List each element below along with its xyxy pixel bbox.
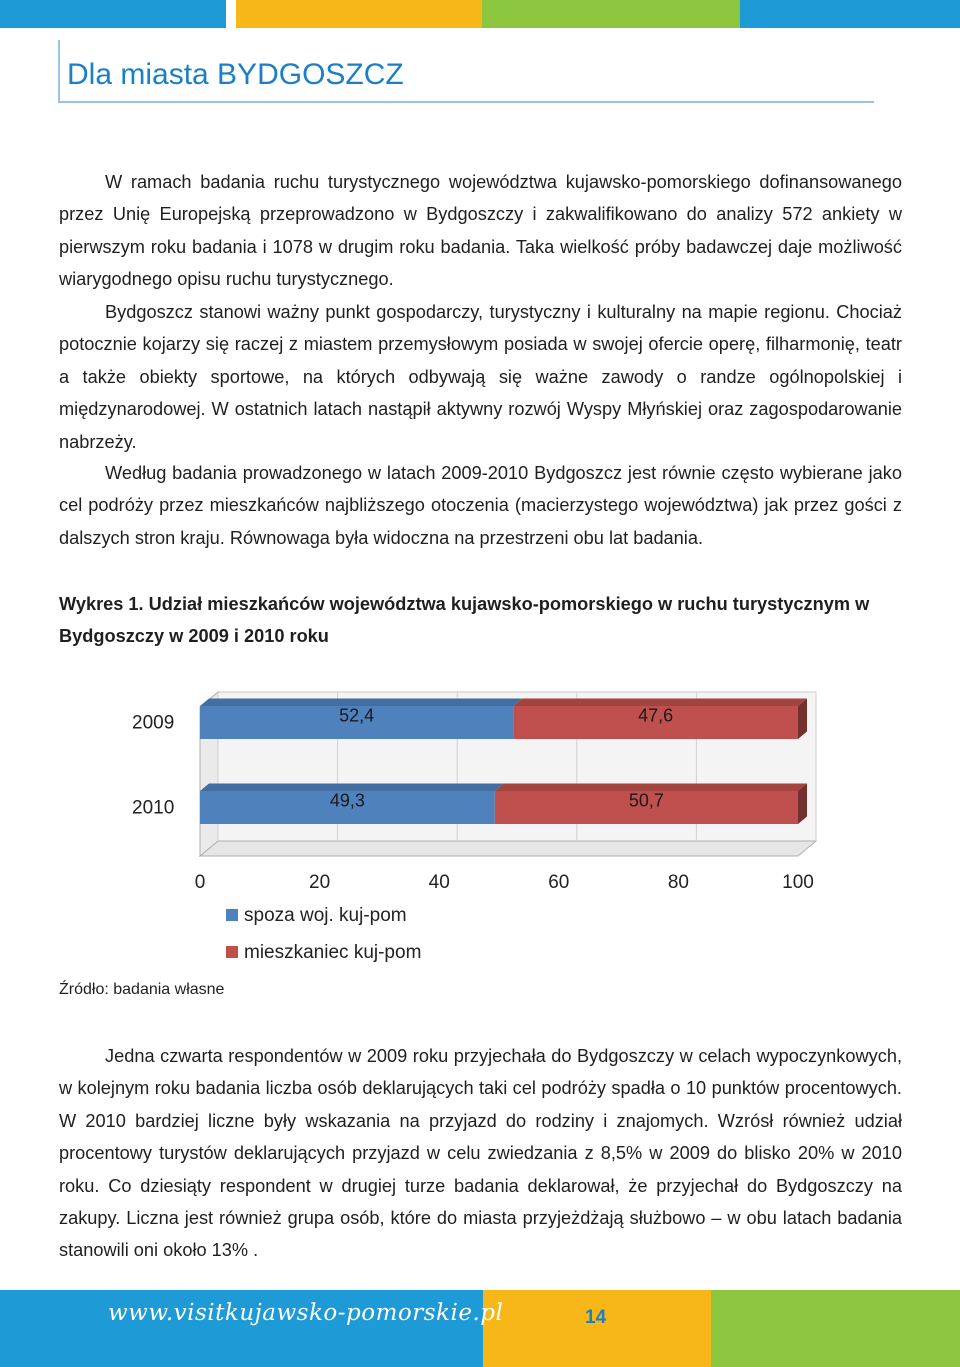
- figure-caption: Wykres 1. Udział mieszkańców województwa kujawsko-pomorskiego w ruchu turystycznym w Bydgoszczy w 2009 i 2010 roku: [59, 594, 870, 646]
- paragraph-1: W ramach badania ruchu turystycznego województwa kujawsko-pomorskiego dofinansowanego przez Unię Europejską przeprowadzono w Bydgoszczy i zakwalifikowano do analizy 572 ankiety w pierwszym roku badania i 1078 w drugim roku badania. Taka wielkość próby badawczej daje możliwość wiarygodnego opisu ruchu turystycznego.: [59, 172, 902, 290]
- data-label: 50,7: [628, 790, 664, 811]
- paragraph-2: Bydgoszcz stanowi ważny punkt gospodarczy, turystyczny i kulturalny na mapie regionu. Chociaż potocznie kojarzy się raczej z miastem przemysłowym posiada w swojej ofercie operę, filharmonię, teatr a także obiekty sportowe, na których odbywają się ważne zawody o randze ogólnopolskiej i międzynarodowej. W ostatnich latach nastąpił aktywny rozwój Wyspy Młyńskiej oraz zagospodarowanie nabrzeży.: [59, 302, 902, 452]
- chart-floor: [200, 841, 816, 856]
- title-decoration: [58, 40, 60, 103]
- top-bar-blue-2: [740, 0, 960, 28]
- legend-label: spoza woj. kuj-pom: [244, 905, 407, 926]
- x-tick-label: 60: [548, 872, 570, 893]
- top-bar-blue: [0, 0, 226, 28]
- top-color-bar: [0, 0, 960, 28]
- chart-svg: [60, 660, 860, 970]
- footer-green-band: [711, 1290, 960, 1367]
- legend-label: mieszkaniec kuj-pom: [244, 942, 422, 963]
- legend-swatch: [226, 946, 238, 958]
- top-bar-yellow: [236, 0, 482, 28]
- page-title: Dla miasta BYDGOSZCZ: [67, 58, 404, 91]
- data-label: 52,4: [339, 705, 375, 726]
- footer: [0, 1290, 960, 1367]
- paragraph-4: Jedna czwarta respondentów w 2009 roku przyjechała do Bydgoszczy w celach wypoczynkowych, w kolejnym roku badania liczba osób deklarujących taki cel podróży spadła o 10 punktów procentowych. W 2010 bardziej liczne były wskazania na przyjazd do rodziny i znajomych. Wzrósł również udział procentowy turystów deklarujących przyjazd w celu zwiedzania z 8,5% w 2009 do blisko 20% w 2010 roku. Co dziesiąty respondent w drugiej turze badania deklarował, że przyjechał do Bydgoszczy na zakupy. Liczna jest również grupa osób, które do miasta przyjeżdżają służbowo – w obu latach badania stanowili oni około 13% .: [59, 1046, 902, 1261]
- x-tick-label: 0: [194, 872, 206, 893]
- chart: [60, 660, 860, 970]
- x-tick-label: 40: [428, 872, 450, 893]
- top-bar-green: [482, 0, 740, 28]
- top-bar-white: [226, 0, 236, 28]
- x-tick-label: 80: [667, 872, 689, 893]
- data-label: 49,3: [329, 790, 365, 811]
- paragraph-3: Według badania prowadzonego w latach 2009-2010 Bydgoszcz jest równie często wybierane jako cel podróży przez mieszkańców najbliższego otoczenia (macierzystego województwa) jak przez gości z dalszych stron kraju. Równowaga była widoczna na przestrzeni obu lat badania.: [59, 463, 902, 548]
- legend-swatch: [226, 909, 238, 921]
- footer-url[interactable]: www.visitkujawsko-pomorskie.pl: [108, 1300, 504, 1326]
- category-label: 2010: [132, 797, 175, 819]
- x-tick-label: 20: [309, 872, 331, 893]
- data-label: 47,6: [638, 705, 674, 726]
- figure-source: Źródło: badania własne: [59, 981, 225, 998]
- title-underline: [58, 101, 874, 103]
- x-tick-label: 100: [782, 872, 814, 893]
- page-number: 14: [585, 1307, 607, 1328]
- category-label: 2009: [132, 712, 175, 734]
